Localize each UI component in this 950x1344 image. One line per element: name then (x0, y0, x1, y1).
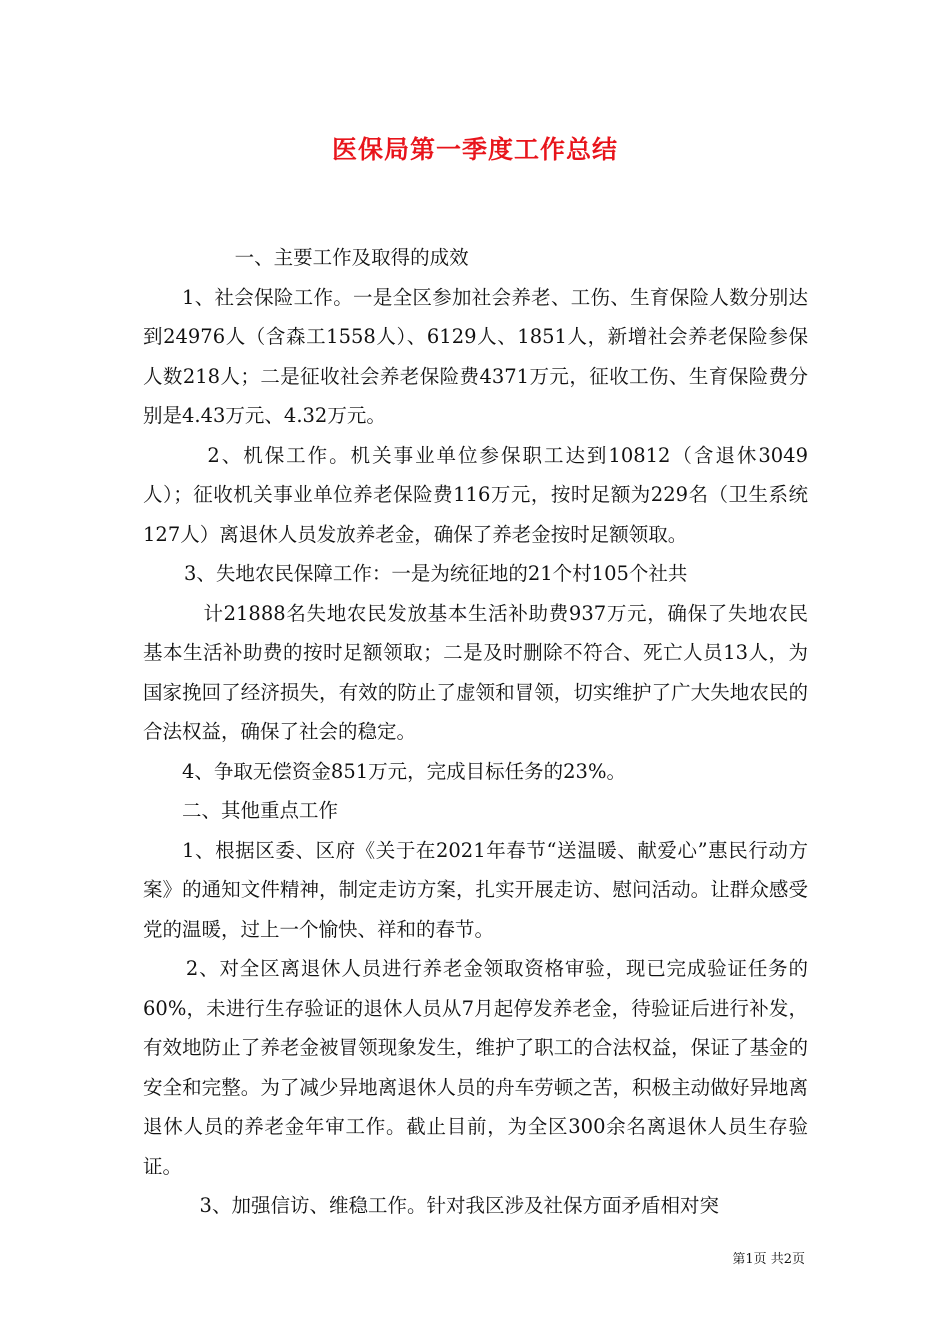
page-number: 第1页 共2页 (732, 1252, 805, 1267)
section-heading-1: 一、主要工作及取得的成效 (234, 246, 469, 269)
paragraph-institution-insurance: 2、机保工作。机关事业单位参保职工达到10812（含退休3049人）；征收机关事业单位养老保险费116万元，按时足额为229名（卫生系统127人）离退休人员发放养老金，确保了养老金按时足额领取。 (143, 443, 808, 546)
paragraph-free-funds: 4、争取无偿资金851万元，完成目标任务的23%。 (182, 759, 626, 783)
paragraph-pension-verification: 2、对全区离退休人员进行养老金领取资格审验，现已完成验证任务的60%，未进行生存验证的退休人员从7月起停发养老金，待验证后进行补发，有效地防止了养老金被冒领现象发生，维护了职工的合法权益，保证了基金的安全和完整。为了减少异地离退休人员的舟车劳顿之苦，积极主动做好异地离退休人员的养老金年审工作。截止目前，为全区300余名离退休人员生存验证。 (143, 957, 808, 1178)
paragraph-land-loss-rest: 计21888名失地农民发放基本生活补助费937万元，确保了失地农民基本生活补助费的按时足额领取；二是及时删除不符合、死亡人员13人，为国家挽回了经济损失，有效的防止了虚领和冒领，切实维护了广大失地农民的合法权益，确保了社会的稳定。 (143, 601, 808, 743)
document-body (143, 238, 808, 1226)
paragraph-spring-festival: 1、根据区委、区府《关于在2021年春节“送温暖、献爱心”惠民行动方案》的通知文件精神，制定走访方案，扎实开展走访、慰问活动。让群众感受党的温暖，过上一个愉快、祥和的春节。 (143, 838, 808, 941)
section-heading-2: 二、其他重点工作 (182, 799, 339, 822)
paragraph-social-insurance: 1、社会保险工作。一是全区参加社会养老、工伤、生育保险人数分别达到24976人（含森工1558人）、6129人、1851人，新增社会养老保险参保人数218人；二是征收社会养老保险费4371万元，征收工伤、生育保险费分别是4.43万元、4.32万元。 (143, 285, 808, 427)
document-title: 医保局第一季度工作总结 (331, 135, 618, 164)
paragraph-petition-work: 3、加强信访、维稳工作。针对我区涉及社保方面矛盾相对突 (199, 1194, 719, 1217)
paragraph-land-loss-line1: 3、失地农民保障工作：一是为统征地的21个村105个社共 (183, 562, 688, 585)
